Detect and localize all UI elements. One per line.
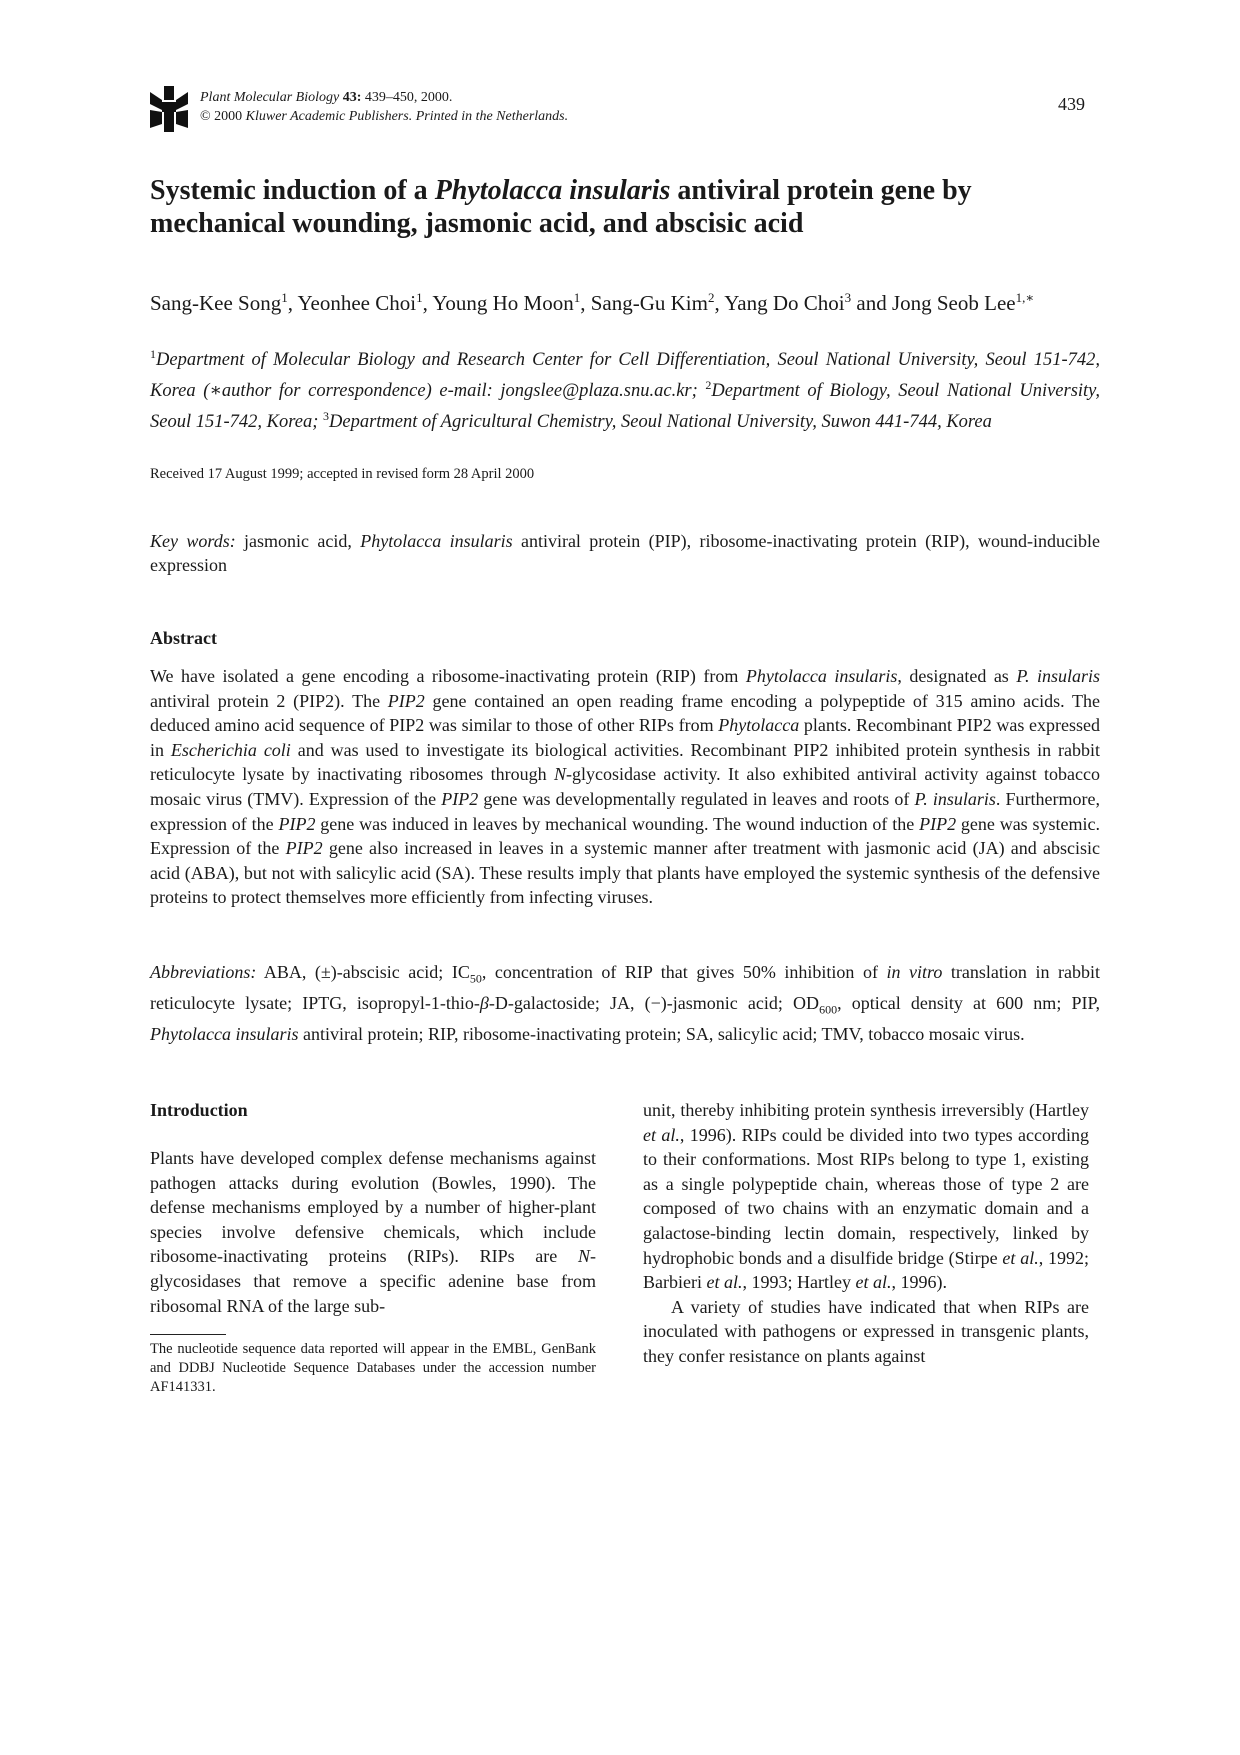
- author-separator: and: [851, 291, 892, 315]
- paper-title: [150, 174, 1100, 240]
- affiliation-text: Department of Biology, Seoul National University, Seoul 151-742, Korea;: [150, 381, 1100, 433]
- introduction-column-1: [150, 1146, 596, 1318]
- text-run: , 1996).: [891, 1272, 947, 1293]
- text-run: -glycosidase activity. It also exhibited antiviral activity against tobacco mosaic virus (TMV). Expression of the: [150, 764, 1101, 809]
- italic-text: et al.: [1002, 1247, 1039, 1268]
- title-part-2: antiviral protein gene by mechanical wounding, jasmonic acid, and abscisic acid: [150, 175, 972, 239]
- keywords-species: Phytolacca insularis: [360, 531, 513, 551]
- italic-text: et al.: [643, 1124, 680, 1145]
- affiliation-mark: 1: [150, 347, 156, 361]
- text-run: -D-galactoside; JA, (−)-jasmonic acid; OD: [488, 993, 820, 1014]
- italic-text: PIP2: [919, 813, 957, 834]
- page-number: 439: [1058, 94, 1085, 114]
- keywords: [150, 529, 1100, 577]
- text-run: We have isolated a gene encoding a ribosome-inactivating protein (RIP) from: [150, 666, 746, 686]
- introduction-paragraph: [643, 1295, 1089, 1369]
- text-run: gene contained an open reading frame encoding a polypeptide of 315 amino acids. The deduced amino acid sequence of PIP2 was similar to those of other RIPs from: [150, 690, 1100, 736]
- publisher-name: Kluwer Academic Publishers. Printed in the Netherlands.: [245, 109, 569, 124]
- italic-text: PIP2: [441, 788, 479, 809]
- italic-text: Phytolacca insularis: [745, 666, 898, 686]
- affiliation-mark: 2: [705, 378, 712, 393]
- italic-text: Phytolacca insularis: [150, 1024, 299, 1045]
- affiliation-text: Department of Agricultural Chemistry, Seoul National University, Suwon 441-744, Korea: [329, 412, 992, 433]
- author-separator: ,: [714, 291, 725, 315]
- abstract-body: [150, 664, 1100, 910]
- title-species: Phytolacca insularis: [434, 175, 671, 206]
- text-run: plants. Recombinant PIP2 was expressed in: [150, 715, 1101, 760]
- author-name: Yeonhee Choi: [297, 291, 417, 315]
- text-run: and was used to investigate its biological activities. Recombinant PIP2 inhibited protein synthesis in rabbit reticulocyte lysate by inactivating ribosomes through: [150, 739, 1100, 785]
- subscript-text: 50: [469, 971, 482, 986]
- italic-text: in vitro: [886, 962, 943, 982]
- keywords-label: Key words:: [150, 531, 236, 551]
- author-affiliation-mark: 1: [573, 290, 581, 305]
- copyright-year: 2000: [214, 109, 243, 124]
- italic-text: PIP2: [285, 838, 323, 859]
- text-run: gene was systemic. Expression of the: [150, 813, 1101, 859]
- text-run: A variety of studies have indicated that when RIPs are inoculated with pathogens or expressed in transgenic plants, they confer resistance on plants against: [643, 1296, 1089, 1366]
- author-name: Jong Seob Lee: [891, 291, 1016, 315]
- journal-info: [200, 88, 568, 126]
- author-affiliation-mark: 1: [416, 290, 423, 305]
- abbreviations: [150, 960, 1100, 1047]
- text-run: , concentration of RIP that gives 50% inhibition of: [481, 962, 887, 982]
- italic-text: PIP2: [278, 813, 316, 834]
- footnote: The nucleotide sequence data reported will appear in the EMBL, GenBank and DDBJ Nucleotide Sequence Databases under the accession number AF141331.: [150, 1341, 596, 1395]
- author-separator: ,: [580, 291, 591, 315]
- publisher-logo-icon: [150, 86, 188, 132]
- italic-text: N: [577, 1246, 590, 1267]
- received-dates: Received 17 August 1999; accepted in revised form 28 April 2000: [150, 466, 535, 482]
- italic-text: Escherichia coli: [170, 739, 291, 760]
- italic-text: β: [479, 993, 489, 1014]
- author-name: Sang-Kee Song: [150, 291, 282, 315]
- author-list: [150, 284, 1100, 317]
- affiliations: [150, 342, 1100, 435]
- journal-pages-year: 439–450, 2000.: [364, 90, 453, 105]
- text-run: unit, thereby inhibiting protein synthesis irreversibly (Hartley: [643, 1100, 1089, 1120]
- italic-text: PIP2: [387, 690, 425, 711]
- footnote-rule: [150, 1334, 226, 1335]
- keywords-text-2: antiviral protein (PIP), ribosome-inactivating protein (RIP), wound-inducible expression: [150, 531, 1101, 575]
- copyright-line: [200, 107, 568, 126]
- introduction-paragraph: [643, 1098, 1089, 1295]
- journal-volume: 43:: [342, 90, 362, 105]
- author-affiliation-mark: 1,∗: [1015, 290, 1035, 305]
- italic-text: N: [554, 764, 567, 785]
- journal-name: Plant Molecular Biology: [200, 90, 340, 105]
- keywords-text-1: jasmonic acid,: [235, 531, 361, 551]
- text-run: ABA, (±)-abscisic acid; IC: [256, 962, 470, 982]
- author-separator: ,: [422, 291, 433, 315]
- italic-text: et al.: [706, 1272, 743, 1293]
- title-part-1: Systemic induction of a: [150, 175, 435, 206]
- abstract-heading: Abstract: [150, 628, 217, 648]
- italic-text: Abbreviations:: [150, 962, 257, 982]
- italic-text: Phytolacca: [718, 715, 800, 736]
- text-run: -glycosidases that remove a specific adenine base from ribosomal RNA of the large sub-: [150, 1246, 596, 1316]
- text-run: gene also increased in leaves in a systemic manner after treatment with jasmonic acid (JA) and abscisic acid (ABA), but not with salicylic acid (SA). These results imply that plants have employed the systemic synthesis of the defensive proteins to protect themselves more efficiently from infecting viruses.: [150, 838, 1100, 908]
- text-run: , 1992; Barbieri: [643, 1247, 1089, 1293]
- author-affiliation-mark: 2: [707, 290, 715, 305]
- subscript-text: 600: [819, 1002, 838, 1017]
- text-run: gene was induced in leaves by mechanical wounding. The wound induction of the: [315, 813, 920, 834]
- text-run: , optical density at 600 nm; PIP,: [837, 993, 1100, 1014]
- text-run: Plants have developed complex defense mechanisms against pathogen attacks during evolution (Bowles, 1990). The defense mechanisms employed by a number of higher-plant species involve defensive chemicals, which include ribosome-inactivating proteins (RIPs). RIPs are: [150, 1148, 596, 1267]
- author-name: Sang-Gu Kim: [590, 291, 708, 315]
- text-run: . Furthermore, expression of the: [150, 788, 1101, 834]
- text-run: , 1996). RIPs could be divided into two types according to their conformations. Most RIPs belong to type 1, existing as a single polypeptide chain, whereas those of type 2 are composed of two chains with an enzymatic domain and a galactose-binding lectin domain, respectively, linked by hydrophobic bonds and a disulfide bridge (Stirpe: [643, 1124, 1089, 1268]
- author-affiliation-mark: 3: [844, 290, 852, 305]
- italic-text: P. insularis: [914, 788, 996, 809]
- introduction-heading: Introduction: [150, 1100, 248, 1120]
- text-run: , designated as: [897, 666, 1017, 686]
- author-name: Young Ho Moon: [432, 291, 574, 315]
- text-run: gene was developmentally regulated in leaves and roots of: [478, 788, 915, 809]
- affiliation-mark: 3: [323, 409, 329, 424]
- journal-citation: [200, 88, 568, 107]
- author-affiliation-mark: 1: [281, 290, 288, 305]
- text-run: antiviral protein 2 (PIP2). The: [150, 690, 388, 711]
- introduction-column-2: [643, 1098, 1089, 1369]
- text-run: antiviral protein; RIP, ribosome-inactivating protein; SA, salicylic acid; TMV, tobacco mosaic virus.: [298, 1024, 1025, 1045]
- text-run: , 1993; Hartley: [742, 1272, 856, 1293]
- text-run: translation in rabbit reticulocyte lysate; IPTG, isopropyl-1-thio-: [150, 962, 1100, 1014]
- affiliation-text: Department of Molecular Biology and Research Center for Cell Differentiation, Seoul National University, Seoul 151-742, Korea (∗author for correspondence) e-mail: jongslee@plaza.snu.ac.kr;: [150, 350, 1100, 402]
- author-separator: ,: [287, 291, 298, 315]
- author-name: Yang Do Choi: [724, 291, 845, 315]
- italic-text: et al.: [855, 1272, 892, 1293]
- italic-text: P. insularis: [1016, 666, 1101, 686]
- copyright-symbol: ©: [200, 109, 211, 124]
